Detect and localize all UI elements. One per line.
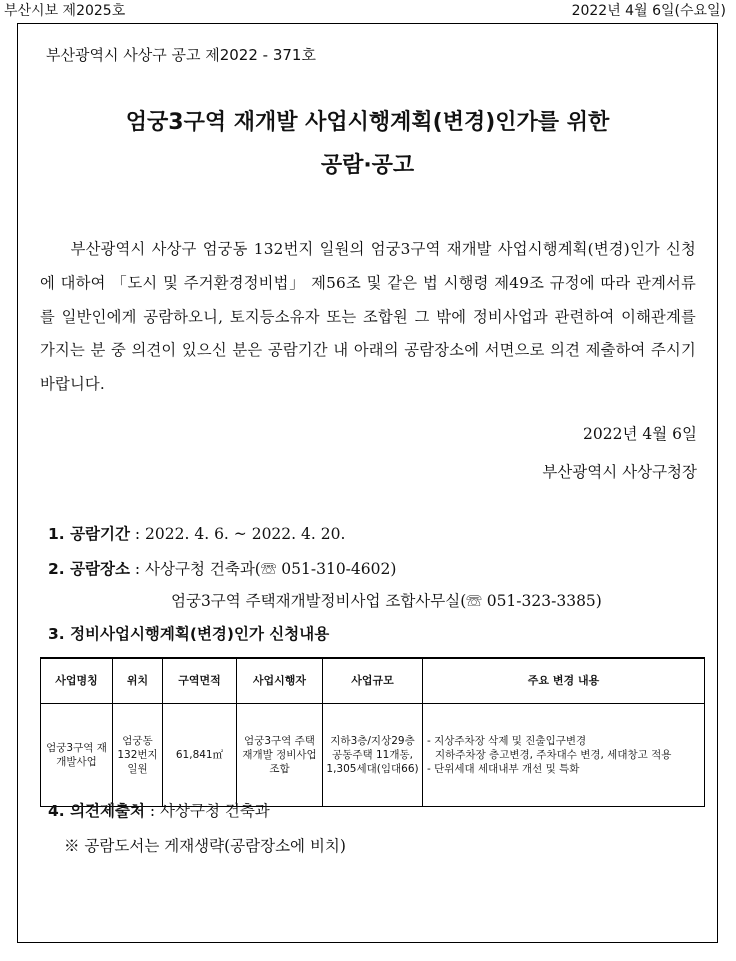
notice-date: 2022년 4월 6일: [583, 425, 697, 443]
area-cell: 61,841㎡: [163, 704, 237, 807]
table-header: 사업명칭: [41, 658, 113, 704]
note: ※ 공람도서는 게재생략(공람장소에 비치): [64, 837, 346, 855]
table-header: 주요 변경 내용: [423, 658, 705, 704]
change-line: 지하주차장 층고변경, 주차대수 변경, 세대창고 적용: [435, 749, 672, 761]
table-header: 위치: [113, 658, 163, 704]
notice-issuer: 부산광역시 사상구청장: [542, 463, 697, 481]
scale-cell: 지하3층/지상29층 공동주택 11개동, 1,305세대(임대66): [323, 704, 423, 807]
table-header: 사업규모: [323, 658, 423, 704]
changes-cell: [423, 704, 705, 807]
table-header: 구역면적: [163, 658, 237, 704]
submit-value: : 사상구청 건축과: [149, 802, 270, 820]
place-label: 2. 공람장소: [48, 560, 130, 578]
application-table: [40, 657, 705, 807]
change-line: - 지상주차장 삭제 및 진출입구변경: [427, 735, 587, 747]
bulletin-issue: 부산시보 제2025호: [4, 3, 126, 19]
place-value-1: : 사상구청 건축과(☏ 051-310-4602): [134, 560, 397, 578]
notice-title: 엄궁3구역 재개발 사업시행계획(변경)인가를 위한: [125, 110, 610, 135]
notice-frame: [17, 23, 718, 943]
submit-item: [48, 801, 270, 821]
place-value-2: 엄궁3구역 주택재개발정비사업 조합사무실(☏ 051-323-3385): [171, 592, 602, 610]
notice-subtitle: 공람·공고: [320, 153, 415, 178]
operator-cell: 엄궁3구역 주택재개발 정비사업조합: [237, 704, 323, 807]
table-row: [41, 704, 705, 807]
table-header-row: [41, 658, 705, 704]
change-line: - 단위세대 세대내부 개선 및 특화: [427, 763, 580, 775]
period-value: : 2022. 4. 6. ~ 2022. 4. 20.: [134, 525, 346, 543]
table-header: 사업시행자: [237, 658, 323, 704]
period-label: 1. 공람기간: [48, 525, 130, 543]
notice-number: 부산광역시 사상구 공고 제2022 - 371호: [46, 46, 316, 64]
location-cell: 엄궁동 132번지 일원: [113, 704, 163, 807]
project-name-cell: 엄궁3구역 재개발사업: [41, 704, 113, 807]
period-item: [48, 524, 345, 544]
notice-body: 부산광역시 사상구 엄궁동 132번지 일원의 엄궁3구역 재개발 사업시행계획(변경)인가 신청에 대하여 「도시 및 주거환경정비법」 제56조 및 같은 법 시행령 제49조 규정에 따라 관계서류를 일반인에게 공람하오니, 토지등소유자 또는 조합원 그 밖에 정비사업과 관련하여 이해관계를 가지는 분 중 의견이 있으신 분은 공람기간 내 아래의 공람장소에 서면으로 의견 제출하여 주시기 바랍니다.: [40, 240, 696, 394]
content-label: 3. 정비사업시행계획(변경)인가 신청내용: [48, 625, 330, 643]
submit-label: 4. 의견제출처: [48, 802, 145, 820]
place-item: [48, 559, 396, 579]
content-item: [48, 624, 329, 644]
bulletin-date: 2022년 4월 6일(수요일): [571, 3, 726, 19]
